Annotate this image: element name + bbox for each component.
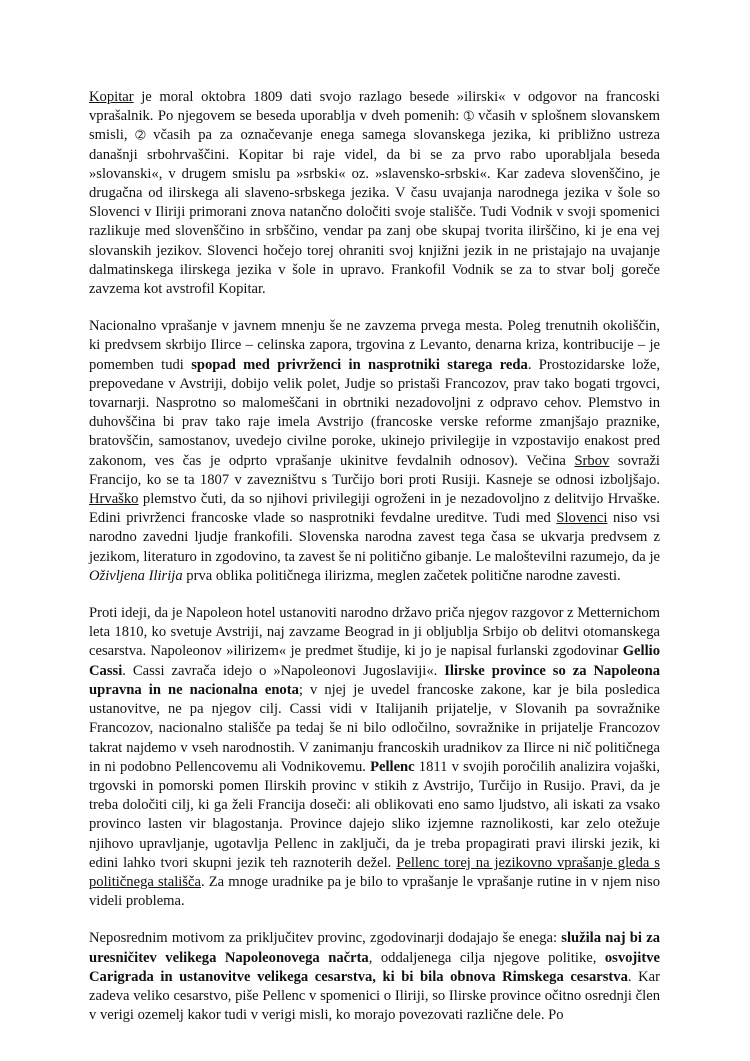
paragraph-kopitar [89,88,660,299]
text-run: ; v njej je uvedel francoske zakone, kar je bila posledica ustanovitve, ne pa njegov cilj. Cassi vidi v Italijanih prijatelje, v Slovanih pa sovražnike Francozov, nacionalno stališče pa tedaj še ni bilo odločilno, sovražnike in prijatelje Francozov takrat najdemo v vseh narodnostih. V zanimanju francoskih uradnikov za Ilirce ni nič političnega in ni podobno Pellencovemu ali Vodnikovemu. [89,681,660,775]
bold-text: služila naj bi za uresničitev velikega Napoleonovega načrta [89,930,660,966]
text-run: niso vsi narodno zavedni ljudje frankofili. Slovenska narodna zavest tega časa se ukvarja predvsem z jezikom, literaturo in zgodovino, ta zavest še ni politično gibanje. Le maloštevilni razumejo, da je [89,510,660,565]
text-run: prva oblika političnega ilirizma, meglen začetek politične narodne zavesti. [182,567,621,584]
text-run: Neposrednim motivom za priključitev provinc, zgodovinarji dodajajo še enega: [89,930,562,947]
text-run: Proti ideji, da je Napoleon hotel ustanoviti narodno državo priča njegov razgovor z Metternichom leta 1810, ko svetuje Avstriji, naj zavzame Beograd in ji obljublja Srbijo ob delitvi otomanskega cesarstva. Napoleonov »ilirizem« je predmet študije, ki jo je napisal furlanski zgodovinar [89,605,660,660]
document-page [89,88,660,1043]
hyperlink[interactable]: Slovenci [556,510,608,527]
text-run: včasih pa za označevanje enega samega slovanskega jezika, ki približno ustreza današnji srbohrvaščini. Kopitar bi raje videl, da bi se za prvo rabo uporabljala beseda »slovanski«, v drugem smislu pa »srbski« oz. »slavensko-srbski«. Kar zadeva slovenščino, je drugačna od ilirskega ali slaveno-srbskega jezika. V času uvajanja narodnega jezika v šole so Slovenci v Iliriji primorani znova natančno določiti svoje stališče. Tudi Vodnik v svoji spomenici razlikuje med slovenščino in srbščino, vendar pa zanj obe skupaj tvorita ilirščino, ki je ena vej slovanskih jezikov. Slovenci hočejo torej ohraniti svoj knjižni jezik in ne pristajajo na uvajanje dalmatinskega ilirskega jezika v šole in upravo. Frankofil Vodnik se za to stvar bolj goreče zavzema kot avstrofil Kopitar. [89,127,661,298]
bold-text: Gellio Cassi [89,643,660,679]
text-run: sovraži Francijo, ko se ta 1807 v zavezništvu s Turčijo bori proti Rusiji. Kasneje se odnosi izboljšajo. [89,452,660,488]
hyperlink[interactable]: Kopitar [89,89,134,105]
hyperlink[interactable]: Hrvaško [89,491,139,508]
hyperlink[interactable]: Srbov [574,452,610,469]
text-run: včasih v splošnem slovanskem smisli, [89,108,660,144]
text-run: je moral oktobra 1809 dati svojo razlago besede »ilirski« v odgovor na francoski vprašalnik. Po njegovem se beseda uporablja v dveh pomenih: [89,89,660,125]
text-run: plemstvo čuti, da so njihovi privilegiji ogroženi in je nezadovoljno z delitvijo Hrvaške. Edini privrženci francoske vlade so nasprotniki fevdalne ureditve. Tudi med [89,491,660,527]
bold-text: Ilirske province so za Napoleona upravna in ne nacionalna enota [89,662,660,698]
text-run: . Cassi zavrača idejo o »Napoleonovi Jugoslaviji«. [122,662,445,679]
bold-text: spopad med privrženci in nasprotniki starega reda [191,356,528,373]
bold-text: osvojitve Carigrada in ustanovitve velikega cesarstva, ki bi bila obnova Rimskega cesarstva [89,949,660,985]
text-run: Nacionalno vprašanje v javnem mnenju še ne zavzema prvega mesta. Poleg trenutnih okoliščin, ki predvsem skrbijo Ilirce – celinska zapora, trgovina z Levanto, denarna kriza, kontribucije – je pomemben tudi [89,318,660,373]
text-run: , oddaljenega cilja njegove politike, [368,949,605,966]
circled-number-icon: ➁ [135,128,146,143]
paragraph-napoleon-state [89,604,660,911]
text-run: . Prostozidarske lože, prepovedane v Avstriji, dobijo velik polet, Judje so pristaši Francozov, prav tako bogati trgovci, tovarnarji. Nasprotno so malomeščani in obrtniki nezadovoljni z odpravo cehov. Plemstvo in duhovščina bi prav tako raje imela Avstrijo (francoske verske reforme zmanjšajo praznike, bratovščin, samostanov, uvedejo civilne poroke, ukinejo privilegije in vzpostavijo enakost pred zakonom, ves čas je odprto vprašanje ukinitve fevdalnih odnosov). Večina [89,356,660,469]
italic-title: Oživljena Ilirija [89,567,183,584]
text-run: 1811 v svojih poročilih analizira vojaški, trgovski in pomorski pomen Ilirskih provinc v stikih z Avstrijo, Turčijo in Rusijo. Pravi, da je treba določiti cilj, ki ga želi Francija doseči: ali oblikovati eno samo ljudstvo, ali iskati za vsako provinco lasten vir blagostanja. Province dajejo sliko izjemne raznolikosti, kar zelo otežuje njihovo upravljanje, ugotavlja Pellenc in zaključi, da je treba propagirati pravi ilirski jezik, ki edini lahko tvori skupni jezik teh raznoterih dežel. [89,758,660,871]
paragraph-national-question [89,317,660,586]
text-run: . Za mnoge uradnike pa je bilo to vprašanje le vprašanje rutine in v njem niso videli problema. [89,873,660,910]
paragraph-direct-motive [89,929,660,1025]
bold-text: Pellenc [370,758,415,775]
text-run: . Kar zadeva veliko cesarstvo, piše Pellenc v spomenici o Iliriji, so Ilirske province očitno osrednji člen v verigi ozemelj kakor tudi v verigi misli, ko morajo povezovati različne dele. Po [89,968,660,1024]
hyperlink[interactable]: Pellenc torej na jezikovno vprašanje gleda s političnega stališča [89,854,660,890]
circled-number-icon: ➀ [463,109,474,124]
